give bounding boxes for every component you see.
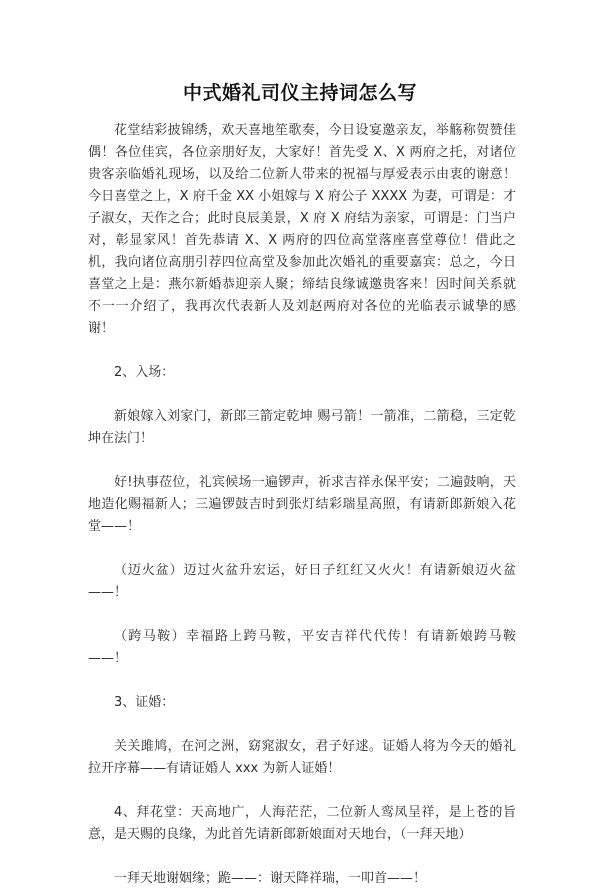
document-title: 中式婚礼司仪主持词怎么写 — [182, 82, 417, 104]
paragraph-saddle: （跨马鞍）幸福路上跨马鞍，平安吉祥代代传！有请新娘跨马鞍——！ — [88, 629, 516, 666]
document-body — [88, 120, 516, 890]
paragraph-worship: 4、拜花堂：天高地广，人海茫茫，二位新人鸾凤呈祥，是上苍的旨意，是天赐的良缘，为此首先请新郎新娘面对天地台，（一拜天地） — [88, 805, 516, 842]
section-heading-witness: 3、证婚： — [114, 695, 175, 710]
paragraph-intro: 花堂结彩披锦绣，欢天喜地笙歌奏，今日设宴邀亲友，举觞称贺赞佳偶！各位佳宾，各位亲朋好友，大家好！首先受 X、X 两府之托，对诸位贵客亲临婚礼现场，以及给二位新人带来的祝福与厚爱表示由衷的谢意！今日喜堂之上，X 府千金 XX 小姐嫁与 X 府公子 XXXX 为妻，可谓是：才子淑女，天作之合；此时良辰美景，X 府 X 府结为亲家，可谓是：门当户对，彰显家风！首先恭请 X、X 两府的四位高堂落座喜堂尊位！借此之机，我向诸位高朋引荐四位高堂及参加此次婚礼的重要嘉宾：总之，今日喜堂之上是：燕尔新婚恭迎亲人聚；缔结良缘诚邀贵客来！因时间关系就不一一介绍了，我再次代表新人及刘赵两府对各位的光临表示诚挚的感谢！ — [88, 123, 516, 336]
paragraph-arrows: 新娘嫁入刘家门，新郎三箭定乾坤 赐弓箭！一箭准，二箭稳，三定乾坤在法门！ — [88, 409, 516, 446]
paragraph-gongs: 好!执事莅位，礼宾候场一遍锣声，祈求吉祥永保平安；二遍鼓响，天地造化赐福新人；三遍锣鼓吉时到张灯结彩瑞星高照，有请新郎新娘入花堂——！ — [88, 475, 516, 534]
paragraph-kneel: 一拜天地谢姻缘；跪——：谢天降祥瑞，一叩首——！ — [114, 871, 427, 886]
section-heading-entrance: 2、入场： — [114, 365, 175, 380]
paragraph-fire-basin: （迈火盆）迈过火盆升宏运，好日子红红又火火！有请新娘迈火盆——！ — [88, 563, 516, 600]
paragraph-witness: 关关雎鸠，在河之洲，窈窕淑女，君子好逑。证婚人将为今天的婚礼拉开序幕——有请证婚人 xxx 为新人证婚！ — [88, 739, 516, 776]
